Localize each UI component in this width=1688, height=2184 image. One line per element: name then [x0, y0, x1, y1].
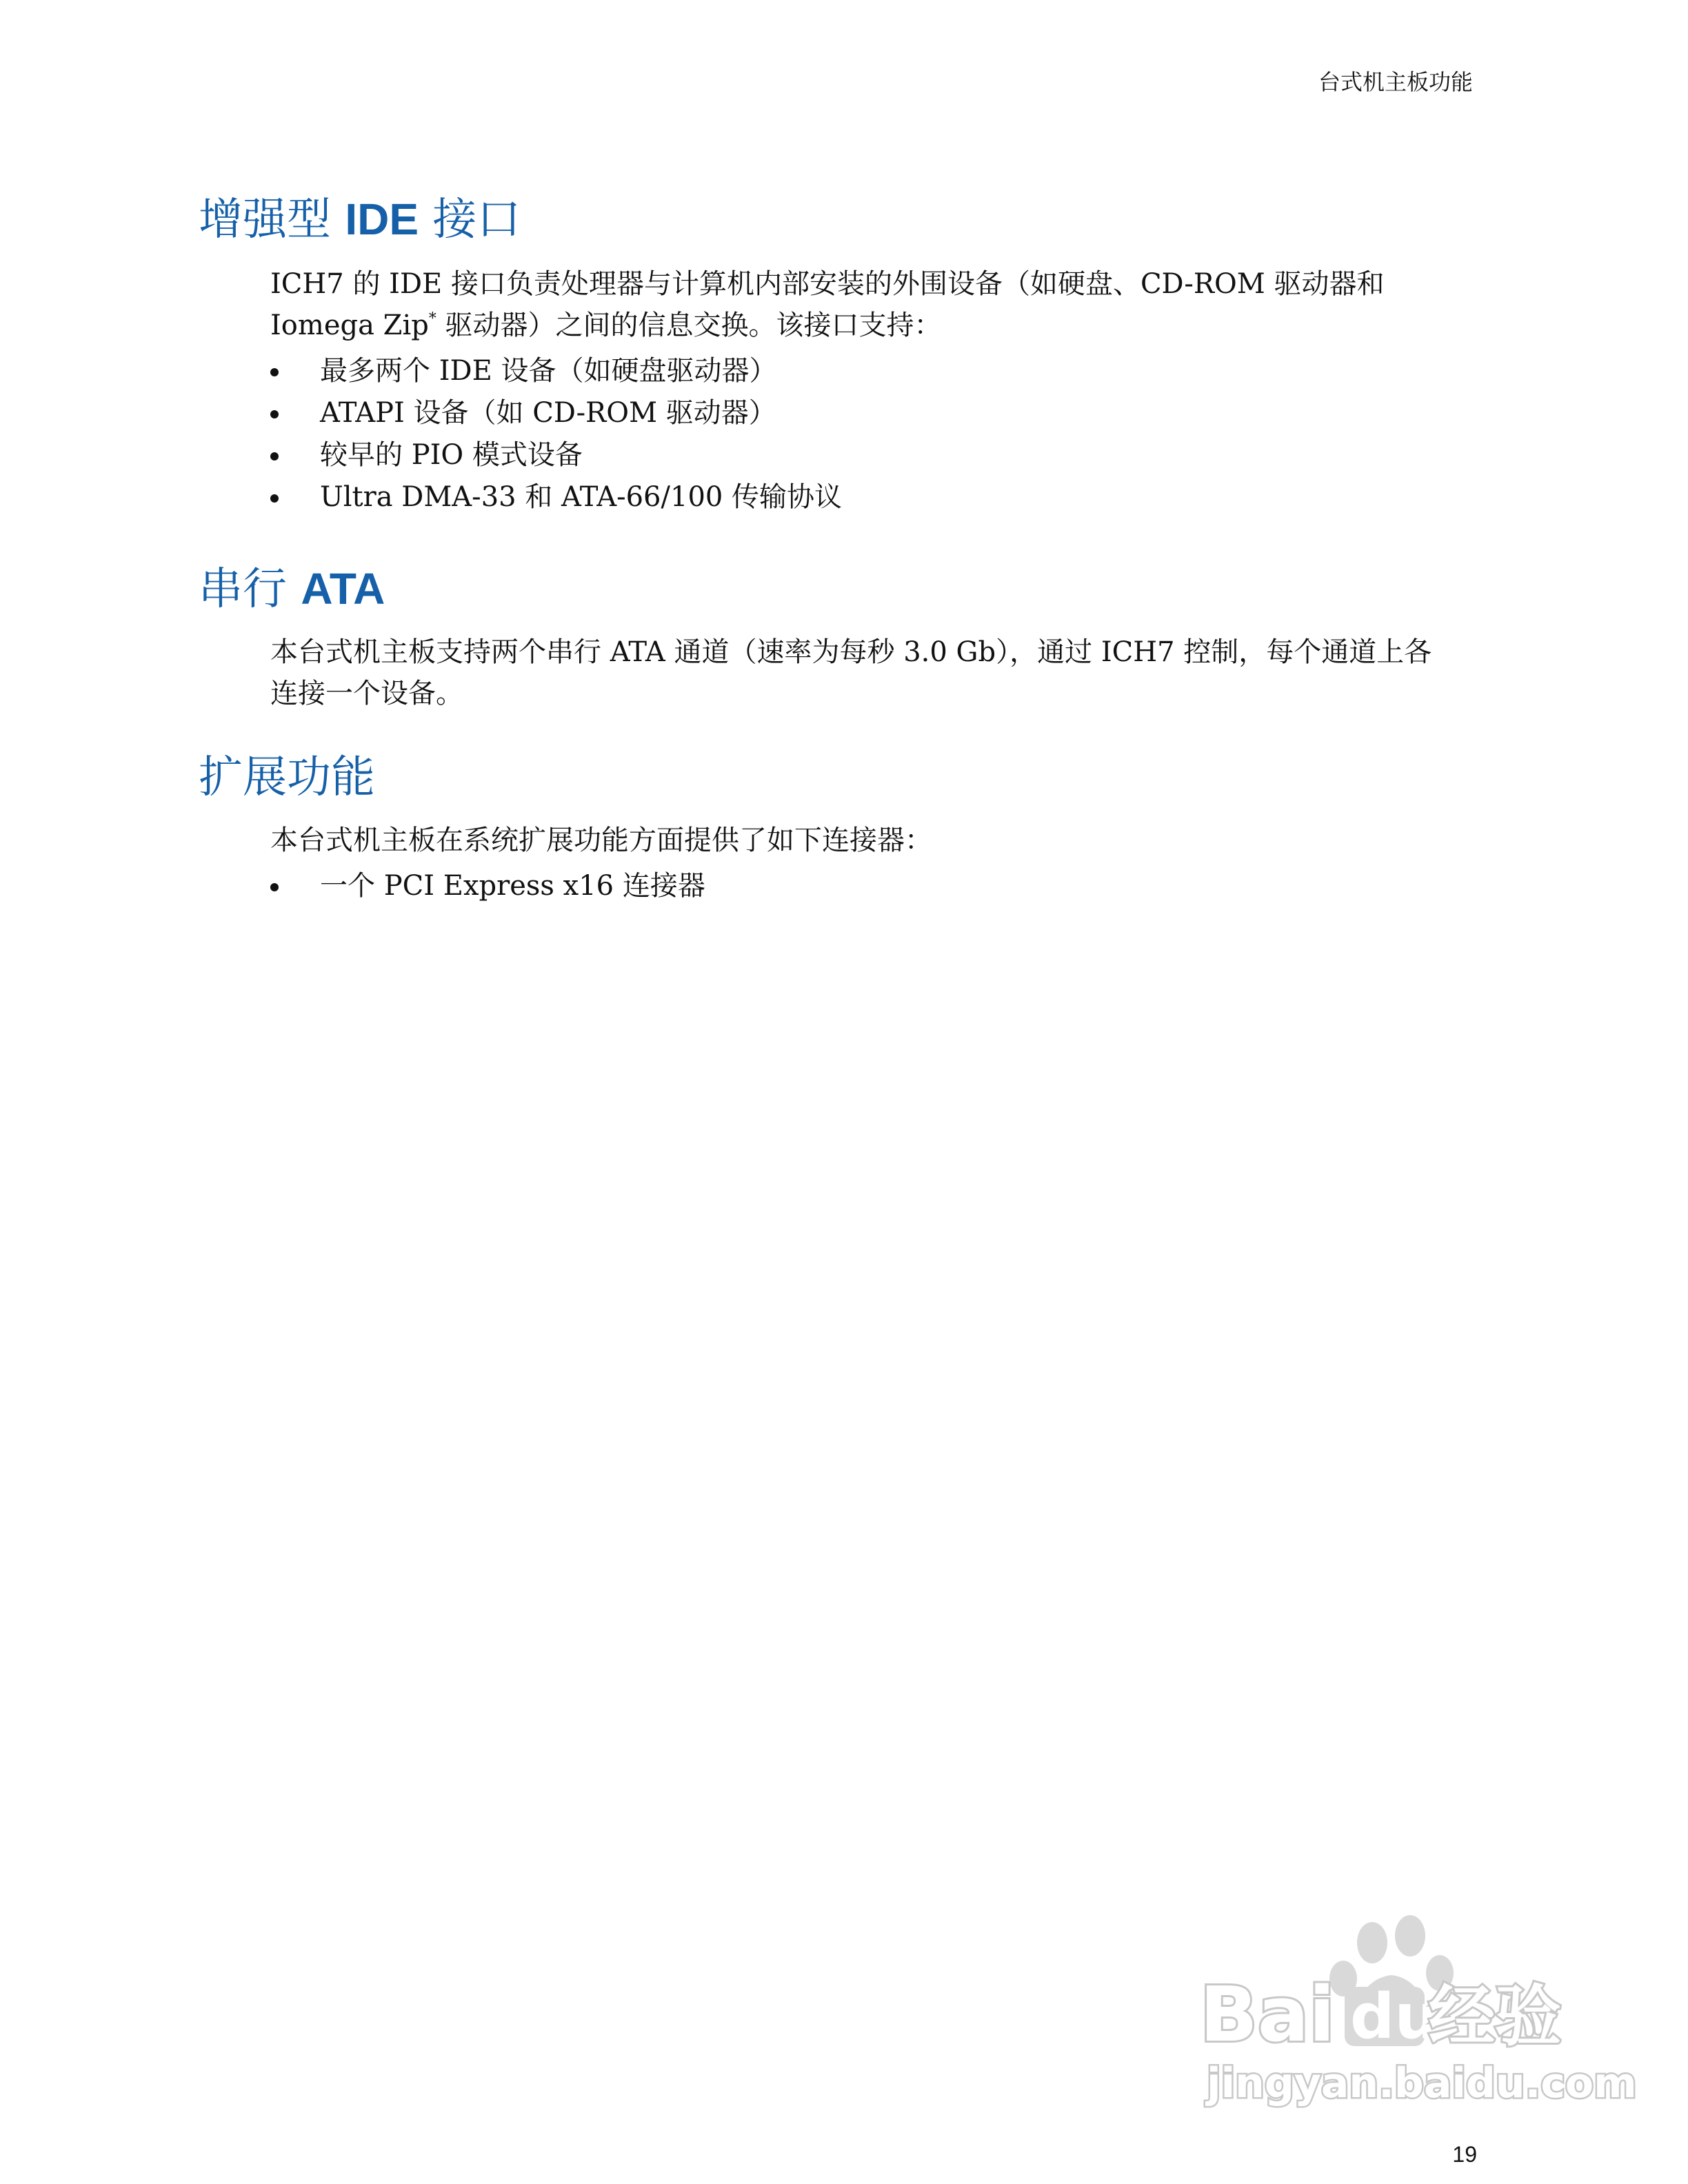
title-suffix: 接口: [419, 194, 521, 245]
list-item-text: 一个 PCI Express x16 连接器: [320, 869, 705, 902]
svg-text:du: du: [1350, 1981, 1439, 2053]
bullet-icon: [270, 883, 279, 891]
list-item: [270, 350, 1481, 392]
section-sata: [199, 563, 1481, 714]
section-paragraph-ide: [270, 263, 1456, 346]
paragraph-part: ICH7 的 IDE 接口负责处理器与计算机内部安装的外围设备（如硬盘、CD-ROM 驱动器和 Iomega Zip: [270, 267, 1385, 341]
page-number: 19: [1452, 2142, 1477, 2167]
section-paragraph-expansion: 本台式机主板在系统扩展功能方面提供了如下连接器：: [270, 824, 932, 856]
bullet-list-ide: [199, 350, 1481, 518]
section-title-ide: [199, 193, 1481, 247]
list-item: [270, 865, 1481, 907]
list-item: [270, 392, 1481, 434]
section-title-expansion: 扩展功能: [199, 752, 375, 803]
section-paragraph-sata: 本台式机主板支持两个串行 ATA 通道（速率为每秒 3.0 Gb），通过 ICH7 控制，每个通道上各连接一个设备。: [270, 636, 1432, 709]
bullet-list-expansion: [199, 865, 1481, 907]
running-header: 台式机主板功能: [1318, 69, 1473, 95]
bullet-icon: [270, 410, 279, 418]
list-item: [270, 476, 1481, 518]
title-latin: ATA: [301, 564, 385, 614]
list-item-text: ATAPI 设备（如 CD-ROM 驱动器）: [320, 396, 776, 429]
section-ide: [199, 193, 1481, 518]
section-title-sata: [199, 563, 1481, 616]
list-item-text: 较早的 PIO 模式设备: [320, 438, 583, 471]
list-item-text: 最多两个 IDE 设备（如硬盘驱动器）: [320, 354, 777, 387]
title-latin: IDE: [345, 194, 419, 244]
svg-text:Bai: Bai: [1200, 1970, 1335, 2059]
bullet-icon: [270, 368, 279, 376]
bullet-icon: [270, 494, 279, 503]
paragraph-part: 驱动器）之间的信息交换。该接口支持：: [436, 309, 942, 341]
list-item-text: Ultra DMA-33 和 ATA-66/100 传输协议: [320, 481, 843, 513]
baidu-jingyan-watermark-logo: [1186, 1910, 1637, 2116]
title-prefix: 串行: [199, 564, 301, 615]
bullet-icon: [270, 452, 279, 461]
list-item: [270, 434, 1481, 476]
trademark-mark: *: [428, 310, 436, 327]
svg-text:经验: 经验: [1429, 1978, 1561, 2055]
section-expansion: [199, 751, 1481, 907]
svg-text:jingyan.baidu.com: jingyan.baidu.com: [1207, 2059, 1637, 2107]
title-prefix: 增强型: [199, 194, 345, 245]
